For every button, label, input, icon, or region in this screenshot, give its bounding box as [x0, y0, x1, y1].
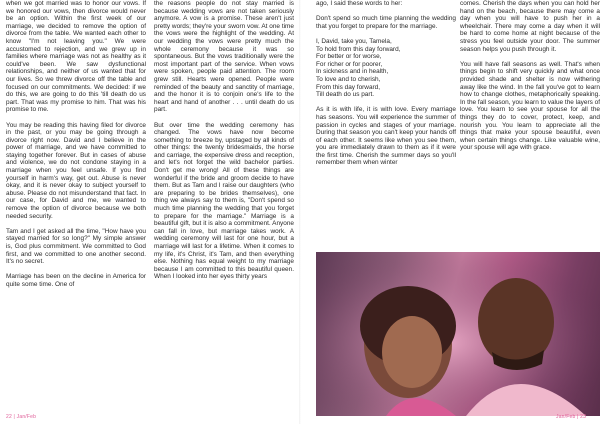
couple-photo	[316, 252, 600, 416]
page-number-right: Jan/Feb | 23	[556, 414, 587, 420]
vow-line: I, David, take you, Tamela,	[316, 37, 392, 45]
vow-line: To love and to cherish,	[316, 75, 381, 83]
right-page-column-1	[316, 0, 456, 167]
vow-line: For better or for worse,	[316, 53, 382, 61]
paragraph: As it is with life, it is with love. Every marriage has seasons. You will experience the summer of passion in cycles and stages of your marriage. During that season you can't keep your hands off of each other. It seems like when you see them, you are immediately drawn to them as if it were the first time. Cherish the summer days so you'll remember them when winter	[316, 106, 456, 167]
left-page-column-1	[6, 0, 146, 289]
pull-quote: Don't spend so much time planning the wedding that you forget to prepare for the marriage.	[316, 15, 456, 30]
paragraph: the reasons people do not stay married is because wedding vows are not taken seriously anymore. A vow is a promise. These aren't just pretty words; they're your sworn vow. At one time the vows were the highlight of the wedding. At our wedding the vows were pretty much the whole ceremony because it was so spontaneous. But the vows traditionally were the most important part of the service. When vows were spoken, people paid attention. The room grew still. Hearts were opened. People were reminded of the beauty and sanctity of marriage, and the honor it is to conjoin one's life to the heart and hand of another . . . until death do us part.	[154, 0, 294, 114]
vow-line: To hold from this day forward,	[316, 45, 401, 53]
left-page-column-2	[154, 0, 294, 281]
page-number-left: 22 | Jan/Feb	[6, 414, 37, 420]
couple-photo-illustration	[316, 252, 600, 416]
paragraph: Tam and I get asked all the time, "How have you stayed married for so long?" My simple answer is, God plus commitment. We committed to God first, and we committed to one another second. It's no secret.	[6, 227, 146, 266]
paragraph: You will have fall seasons as well. That's when things begin to shift very quickly and what once provided shade and shelter is now withering away like the wind. In the fall you've got to learn how to change clothes, metaphorically speaking. In the fall season, you learn to value the layers of love. You learn to see your spouse for all the things they do to cover, protect, keep, and nourish you. You learn to appreciate all the things that make your spouse beautiful, even when certain things change. Like valuable wine, your spouse will age with grace.	[460, 60, 600, 152]
page-gutter	[299, 0, 301, 424]
paragraph: ago, I said these words to her:	[316, 0, 403, 7]
wedding-vows	[316, 38, 456, 99]
paragraph: comes. Cherish the days when you can hold her hand on the beach, because there may come a day when you will have to push her in a wheelchair. There may come a day when it will be hard to come home at night because of the stress you feel outside your door. The summer season helps you push through it.	[460, 0, 600, 53]
paragraph: You may be reading this having filed for divorce in the past, or you may be going through a divorce right now. David and I believe in the power of marriage, and we have committed to staying together forever. But in cases of abuse and violence, we do not condone staying in a marriage when you feel unsafe. If you find yourself in harm's way, get out. Abuse is never okay, and it is never okay to subject yourself to abuse. Please do not misunderstand that fact. In our case, for David and me, we wanted to remove the option of divorce because we both needed security.	[6, 121, 146, 220]
paragraph: Marriage has been on the decline in America for quite some time. One of	[6, 273, 146, 288]
vow-line: For richer or for poorer,	[316, 60, 383, 68]
paragraph: But over time the wedding ceremony has changed. The vows have now become something to breeze by, upstaged by all kinds of other things: the twenty bridesmaids, the horse and carriage, the expensive dress and reception, and let's not forget the wild bachelor parties. Don't get me wrong! All of these things are wonderful if the bride and groom decide to have them. But as Tam and I raise our daughters (who are preparing to be brides themselves), one thing we always say to them is, "Don't spend so much time planning the wedding that you forget to prepare for the marriage." Marriage is a beautiful gift, but it is also a commitment. Anyone can fall in love, but marriage takes work. A wedding ceremony will last for one hour, but a marriage will last for a lifetime. When it comes to my life, it's Christ, it's Tam, and then everything else. Nothing has equal weight to my marriage because I am committed to this beautiful queen. When I looked into her eyes thirty years	[154, 121, 294, 281]
vow-line: Till death do us part.	[316, 91, 375, 99]
right-page-column-2	[460, 0, 600, 152]
paragraph: when we got married was to honor our vows. If we honored our vows, then divorce would never be an option. Within the first week of our marriage, we decided to remove the option of divorce from the table. We wanted each other to know "I'm not leaving you." We were accustomed to rejection, and we grew up in families where marriage was not as healthy as it could've been. We saw dysfunctional relationships, and neither of us wanted that for our lives. So we threw divorce off the table and focused on our commitments. We decided: if we do this, we are going to do this 'till death do us part. That was my promise to him. That was his promise to me.	[6, 0, 146, 114]
vow-line: In sickness and in health,	[316, 68, 389, 76]
vow-line: From this day forward,	[316, 83, 381, 91]
